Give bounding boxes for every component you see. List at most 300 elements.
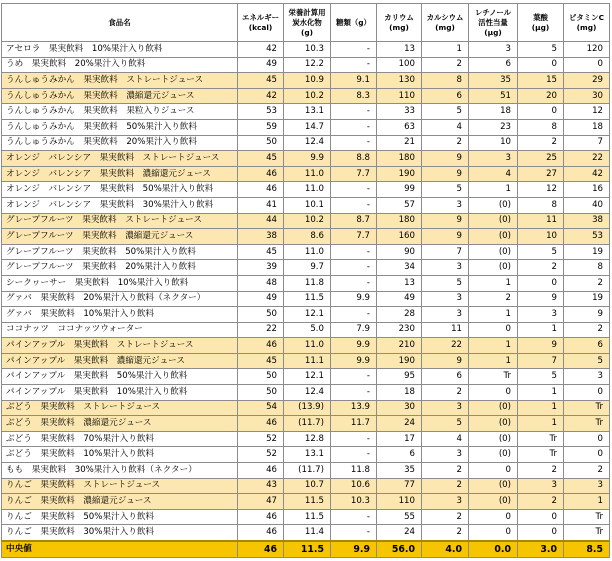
- value-cell: (0): [469, 260, 518, 276]
- table-row: [2, 182, 610, 198]
- value-cell: -: [331, 260, 377, 276]
- value-cell: 49: [238, 291, 284, 307]
- value-cell: 1: [469, 353, 518, 369]
- value-cell: 42: [238, 88, 284, 104]
- table-row: [2, 431, 610, 447]
- value-cell: 46: [238, 525, 284, 541]
- food-name-cell: うんしゅうみかん 果実飲料 濃縮還元ジュース: [2, 88, 238, 104]
- column-header-unit: (kcal): [248, 22, 273, 32]
- value-cell: 0: [564, 447, 610, 463]
- table-row: [2, 229, 610, 245]
- value-cell: 1: [469, 338, 518, 354]
- table-row: [2, 73, 610, 89]
- table-row: [2, 197, 610, 213]
- value-cell: 10.6: [331, 478, 377, 494]
- value-cell: 27: [518, 166, 564, 182]
- food-name-cell: オレンジ バレンシア 果実飲料 濃縮還元ジュース: [2, 166, 238, 182]
- table-row: [2, 57, 610, 73]
- value-cell: 0: [469, 509, 518, 525]
- value-cell: 15: [518, 73, 564, 89]
- value-cell: 3: [469, 42, 518, 58]
- value-cell: 13.1: [284, 104, 331, 120]
- value-cell: 7: [422, 244, 469, 260]
- value-cell: (11.7): [284, 416, 331, 432]
- value-cell: 11: [518, 213, 564, 229]
- column-header: [2, 4, 238, 42]
- value-cell: 29: [564, 73, 610, 89]
- table-row: [2, 104, 610, 120]
- value-cell: 52: [238, 447, 284, 463]
- value-cell: 2: [422, 385, 469, 401]
- value-cell: 6: [422, 88, 469, 104]
- nutrition-table: [1, 3, 610, 558]
- value-cell: 0: [518, 509, 564, 525]
- value-cell: 110: [377, 494, 422, 510]
- value-cell: 45: [238, 353, 284, 369]
- value-cell: 46: [238, 463, 284, 479]
- table-body: [2, 42, 610, 542]
- value-cell: 1: [518, 416, 564, 432]
- median-label: 中央値: [2, 541, 238, 558]
- value-cell: 3: [422, 260, 469, 276]
- value-cell: 11.1: [284, 353, 331, 369]
- value-cell: 11: [422, 322, 469, 338]
- value-cell: 35: [377, 463, 422, 479]
- food-name-cell: オレンジ バレンシア 果実飲料 50%果汁入り飲料: [2, 182, 238, 198]
- food-name-cell: オレンジ バレンシア 果実飲料 ストレートジュース: [2, 151, 238, 167]
- value-cell: 50: [238, 369, 284, 385]
- value-cell: 5: [422, 104, 469, 120]
- food-name-cell: ぶどう 果実飲料 70%果汁入り飲料: [2, 431, 238, 447]
- table-row: [2, 369, 610, 385]
- value-cell: 2: [422, 135, 469, 151]
- table-row: [2, 260, 610, 276]
- table-row: [2, 447, 610, 463]
- value-cell: 77: [377, 478, 422, 494]
- value-cell: 21: [377, 135, 422, 151]
- value-cell: 190: [377, 166, 422, 182]
- value-cell: 90: [377, 244, 422, 260]
- value-cell: 13.1: [284, 447, 331, 463]
- value-cell: -: [331, 525, 377, 541]
- value-cell: 18: [564, 119, 610, 135]
- value-cell: (0): [469, 244, 518, 260]
- table-row: [2, 416, 610, 432]
- table-row: [2, 244, 610, 260]
- column-header-unit: (μg): [484, 27, 502, 37]
- median-value-cell: 4.0: [422, 541, 469, 558]
- column-header-label: ビタミンC: [569, 12, 604, 22]
- value-cell: 9: [422, 229, 469, 245]
- food-name-cell: グァバ 果実飲料 10%果汁入り飲料: [2, 307, 238, 323]
- value-cell: 4: [422, 119, 469, 135]
- value-cell: 3: [422, 307, 469, 323]
- column-header-label: 栄養計算用 炭水化物: [288, 7, 326, 27]
- median-value-cell: 9.9: [331, 541, 377, 558]
- value-cell: 3: [564, 478, 610, 494]
- value-cell: 100: [377, 57, 422, 73]
- value-cell: 13: [377, 275, 422, 291]
- value-cell: 49: [238, 57, 284, 73]
- value-cell: 22: [564, 151, 610, 167]
- value-cell: 130: [377, 73, 422, 89]
- value-cell: 3: [422, 494, 469, 510]
- value-cell: 10: [469, 135, 518, 151]
- value-cell: 41: [238, 197, 284, 213]
- value-cell: 3: [422, 400, 469, 416]
- food-name-cell: うめ 果実飲料 20%果汁入り飲料: [2, 57, 238, 73]
- value-cell: 9.9: [331, 291, 377, 307]
- value-cell: 14.7: [284, 119, 331, 135]
- value-cell: 12.8: [284, 431, 331, 447]
- table-row: [2, 88, 610, 104]
- value-cell: 5: [422, 416, 469, 432]
- value-cell: 10.3: [284, 42, 331, 58]
- food-name-cell: グァバ 果実飲料 20%果汁入り飲料（ネクター）: [2, 291, 238, 307]
- value-cell: 50: [238, 307, 284, 323]
- value-cell: 10.2: [284, 213, 331, 229]
- value-cell: 42: [238, 42, 284, 58]
- value-cell: 0: [564, 431, 610, 447]
- food-name-cell: ぶどう 果実飲料 10%果汁入り飲料: [2, 447, 238, 463]
- value-cell: 3: [469, 151, 518, 167]
- value-cell: 8: [422, 73, 469, 89]
- value-cell: 46: [238, 416, 284, 432]
- value-cell: -: [331, 509, 377, 525]
- value-cell: (0): [469, 494, 518, 510]
- median-value-cell: 11.5: [284, 541, 331, 558]
- value-cell: 5: [518, 42, 564, 58]
- value-cell: 46: [238, 182, 284, 198]
- median-value-cell: 56.0: [377, 541, 422, 558]
- value-cell: 9: [422, 151, 469, 167]
- value-cell: 13: [377, 42, 422, 58]
- value-cell: 10.3: [331, 494, 377, 510]
- table-row: [2, 338, 610, 354]
- value-cell: 9.9: [331, 353, 377, 369]
- value-cell: 9.1: [331, 73, 377, 89]
- value-cell: 11.5: [284, 494, 331, 510]
- value-cell: 9: [518, 291, 564, 307]
- column-header-label: 食品名: [108, 17, 131, 27]
- value-cell: 5: [518, 369, 564, 385]
- column-header: [564, 4, 610, 42]
- value-cell: 0: [469, 322, 518, 338]
- column-header-label: カリウム: [384, 12, 414, 22]
- median-value-cell: 0.0: [469, 541, 518, 558]
- column-header-label: 葉酸: [533, 12, 548, 22]
- food-name-cell: グレープフルーツ 果実飲料 20%果汁入り飲料: [2, 260, 238, 276]
- value-cell: 3: [518, 478, 564, 494]
- value-cell: 11.0: [284, 244, 331, 260]
- value-cell: 5: [518, 244, 564, 260]
- value-cell: 7: [518, 353, 564, 369]
- value-cell: Tr: [564, 416, 610, 432]
- value-cell: 1: [564, 494, 610, 510]
- value-cell: 2: [518, 463, 564, 479]
- table-row: [2, 463, 610, 479]
- table-row: [2, 525, 610, 541]
- value-cell: 0: [518, 275, 564, 291]
- header-row: [2, 4, 610, 42]
- column-header: [422, 4, 469, 42]
- value-cell: 59: [238, 119, 284, 135]
- food-name-cell: パインアップル 果実飲料 ストレートジュース: [2, 338, 238, 354]
- value-cell: 50: [238, 385, 284, 401]
- value-cell: (0): [469, 213, 518, 229]
- value-cell: 2: [422, 509, 469, 525]
- value-cell: 99: [377, 182, 422, 198]
- table-row: [2, 307, 610, 323]
- value-cell: 45: [238, 151, 284, 167]
- food-name-cell: ぶどう 果実飲料 濃縮還元ジュース: [2, 416, 238, 432]
- value-cell: 34: [377, 260, 422, 276]
- value-cell: 12.2: [284, 57, 331, 73]
- value-cell: 54: [238, 400, 284, 416]
- value-cell: 30: [564, 88, 610, 104]
- column-header: [469, 4, 518, 42]
- value-cell: 30: [377, 400, 422, 416]
- value-cell: 6: [469, 57, 518, 73]
- value-cell: 12.1: [284, 369, 331, 385]
- value-cell: 11.0: [284, 182, 331, 198]
- value-cell: 46: [238, 166, 284, 182]
- value-cell: (0): [469, 400, 518, 416]
- value-cell: 3: [422, 197, 469, 213]
- value-cell: -: [331, 197, 377, 213]
- value-cell: (0): [469, 447, 518, 463]
- food-name-cell: オレンジ バレンシア 果実飲料 30%果汁入り飲料: [2, 197, 238, 213]
- value-cell: 180: [377, 151, 422, 167]
- food-name-cell: シークヮーサー 果実飲料 10%果汁入り飲料: [2, 275, 238, 291]
- value-cell: Tr: [518, 447, 564, 463]
- food-name-cell: うんしゅうみかん 果実飲料 果粒入りジュース: [2, 104, 238, 120]
- table-row: [2, 509, 610, 525]
- value-cell: 39: [238, 260, 284, 276]
- column-header: [284, 4, 331, 42]
- value-cell: 7.9: [331, 322, 377, 338]
- value-cell: 12: [564, 104, 610, 120]
- table-footer: [2, 541, 610, 558]
- value-cell: 6: [377, 447, 422, 463]
- value-cell: 160: [377, 229, 422, 245]
- table-row: [2, 291, 610, 307]
- value-cell: 1: [518, 322, 564, 338]
- value-cell: 42: [564, 166, 610, 182]
- value-cell: 9.9: [284, 151, 331, 167]
- value-cell: (0): [469, 478, 518, 494]
- food-name-cell: パインアップル 果実飲料 濃縮還元ジュース: [2, 353, 238, 369]
- table-row: [2, 478, 610, 494]
- value-cell: 12.4: [284, 385, 331, 401]
- column-header-unit: (mg): [576, 22, 597, 32]
- value-cell: 12.1: [284, 307, 331, 323]
- value-cell: 9: [422, 166, 469, 182]
- value-cell: 0: [469, 385, 518, 401]
- value-cell: 2: [422, 57, 469, 73]
- value-cell: 43: [238, 478, 284, 494]
- median-value-cell: 8.5: [564, 541, 610, 558]
- value-cell: 1: [422, 42, 469, 58]
- food-name-cell: うんしゅうみかん 果実飲料 20%果汁入り飲料: [2, 135, 238, 151]
- value-cell: 8: [518, 197, 564, 213]
- value-cell: 7.7: [331, 229, 377, 245]
- value-cell: 7.7: [331, 166, 377, 182]
- value-cell: 0: [469, 525, 518, 541]
- value-cell: 28: [377, 307, 422, 323]
- table-row: [2, 353, 610, 369]
- value-cell: 9: [564, 307, 610, 323]
- value-cell: 20: [518, 88, 564, 104]
- value-cell: 3: [564, 369, 610, 385]
- value-cell: 33: [377, 104, 422, 120]
- value-cell: (13.9): [284, 400, 331, 416]
- value-cell: 0: [518, 104, 564, 120]
- value-cell: (11.7): [284, 463, 331, 479]
- column-header: [518, 4, 564, 42]
- value-cell: 45: [238, 244, 284, 260]
- column-header-label: カルシウム: [426, 12, 464, 22]
- value-cell: 38: [238, 229, 284, 245]
- value-cell: 5.0: [284, 322, 331, 338]
- value-cell: 120: [564, 42, 610, 58]
- value-cell: 180: [377, 213, 422, 229]
- table-row: [2, 119, 610, 135]
- value-cell: 11.8: [331, 463, 377, 479]
- value-cell: -: [331, 307, 377, 323]
- value-cell: 8.3: [331, 88, 377, 104]
- value-cell: 0: [564, 57, 610, 73]
- value-cell: -: [331, 385, 377, 401]
- table-row: [2, 494, 610, 510]
- value-cell: 0: [564, 385, 610, 401]
- value-cell: 190: [377, 353, 422, 369]
- value-cell: 50: [238, 135, 284, 151]
- food-name-cell: もも 果実飲料 30%果汁入り飲料（ネクター）: [2, 463, 238, 479]
- value-cell: 46: [238, 509, 284, 525]
- food-name-cell: うんしゅうみかん 果実飲料 ストレートジュース: [2, 73, 238, 89]
- value-cell: 110: [377, 88, 422, 104]
- value-cell: 16: [564, 182, 610, 198]
- table-row: [2, 275, 610, 291]
- value-cell: 40: [564, 197, 610, 213]
- value-cell: Tr: [564, 400, 610, 416]
- food-name-cell: パインアップル 果実飲料 10%果汁入り飲料: [2, 385, 238, 401]
- value-cell: 46: [238, 338, 284, 354]
- column-header-label: 糖類（g）: [336, 17, 371, 27]
- value-cell: 0: [469, 463, 518, 479]
- value-cell: 1: [469, 182, 518, 198]
- value-cell: (0): [469, 431, 518, 447]
- food-name-cell: うんしゅうみかん 果実飲料 50%果汁入り飲料: [2, 119, 238, 135]
- value-cell: 10: [518, 229, 564, 245]
- value-cell: 8.6: [284, 229, 331, 245]
- value-cell: (0): [469, 229, 518, 245]
- value-cell: 38: [564, 213, 610, 229]
- value-cell: -: [331, 42, 377, 58]
- value-cell: 17: [377, 431, 422, 447]
- value-cell: 8: [564, 260, 610, 276]
- table-header: [2, 4, 610, 42]
- value-cell: 48: [238, 275, 284, 291]
- table-row: [2, 213, 610, 229]
- value-cell: 2: [422, 463, 469, 479]
- value-cell: 2: [518, 135, 564, 151]
- value-cell: 1: [518, 400, 564, 416]
- value-cell: 6: [422, 369, 469, 385]
- value-cell: 11.7: [331, 416, 377, 432]
- value-cell: 8: [518, 119, 564, 135]
- column-header-unit: (mg): [389, 22, 409, 32]
- food-name-cell: りんご 果実飲料 ストレートジュース: [2, 478, 238, 494]
- value-cell: 12: [518, 182, 564, 198]
- value-cell: 9.7: [284, 260, 331, 276]
- food-name-cell: アセロラ 果実飲料 10%果汁入り飲料: [2, 42, 238, 58]
- food-name-cell: グレープフルーツ 果実飲料 ストレートジュース: [2, 213, 238, 229]
- value-cell: 24: [377, 525, 422, 541]
- value-cell: 11.0: [284, 166, 331, 182]
- value-cell: 2: [422, 525, 469, 541]
- value-cell: 8.8: [331, 151, 377, 167]
- value-cell: 2: [564, 322, 610, 338]
- value-cell: -: [331, 369, 377, 385]
- value-cell: 0: [518, 57, 564, 73]
- column-header: [238, 4, 284, 42]
- value-cell: 4: [422, 431, 469, 447]
- value-cell: 63: [377, 119, 422, 135]
- value-cell: 5: [422, 275, 469, 291]
- value-cell: 11.5: [284, 291, 331, 307]
- table-row: [2, 42, 610, 58]
- column-header-unit: (g): [300, 27, 314, 37]
- value-cell: 53: [238, 104, 284, 120]
- value-cell: -: [331, 431, 377, 447]
- value-cell: -: [331, 447, 377, 463]
- food-name-cell: グレープフルーツ 果実飲料 濃縮還元ジュース: [2, 229, 238, 245]
- column-header-unit: (mg): [435, 22, 455, 32]
- value-cell: 35: [469, 73, 518, 89]
- value-cell: 0: [518, 525, 564, 541]
- value-cell: 47: [238, 494, 284, 510]
- food-name-cell: グレープフルーツ 果実飲料 50%果汁入り飲料: [2, 244, 238, 260]
- value-cell: 24: [377, 416, 422, 432]
- value-cell: 2: [564, 463, 610, 479]
- value-cell: (0): [469, 416, 518, 432]
- value-cell: Tr: [564, 525, 610, 541]
- value-cell: Tr: [564, 509, 610, 525]
- value-cell: (0): [469, 197, 518, 213]
- column-header-unit: (μg): [531, 22, 550, 32]
- value-cell: -: [331, 275, 377, 291]
- table-row: [2, 385, 610, 401]
- value-cell: 3: [422, 447, 469, 463]
- value-cell: 11.4: [284, 525, 331, 541]
- value-cell: 8.7: [331, 213, 377, 229]
- value-cell: 10.9: [284, 73, 331, 89]
- value-cell: 10.7: [284, 478, 331, 494]
- value-cell: 45: [238, 73, 284, 89]
- value-cell: 1: [518, 385, 564, 401]
- value-cell: 11.5: [284, 509, 331, 525]
- value-cell: -: [331, 135, 377, 151]
- median-value-cell: 3.0: [518, 541, 564, 558]
- table-row: [2, 400, 610, 416]
- value-cell: 11.0: [284, 338, 331, 354]
- value-cell: 19: [564, 244, 610, 260]
- value-cell: 22: [238, 322, 284, 338]
- value-cell: 1: [469, 275, 518, 291]
- value-cell: 52: [238, 431, 284, 447]
